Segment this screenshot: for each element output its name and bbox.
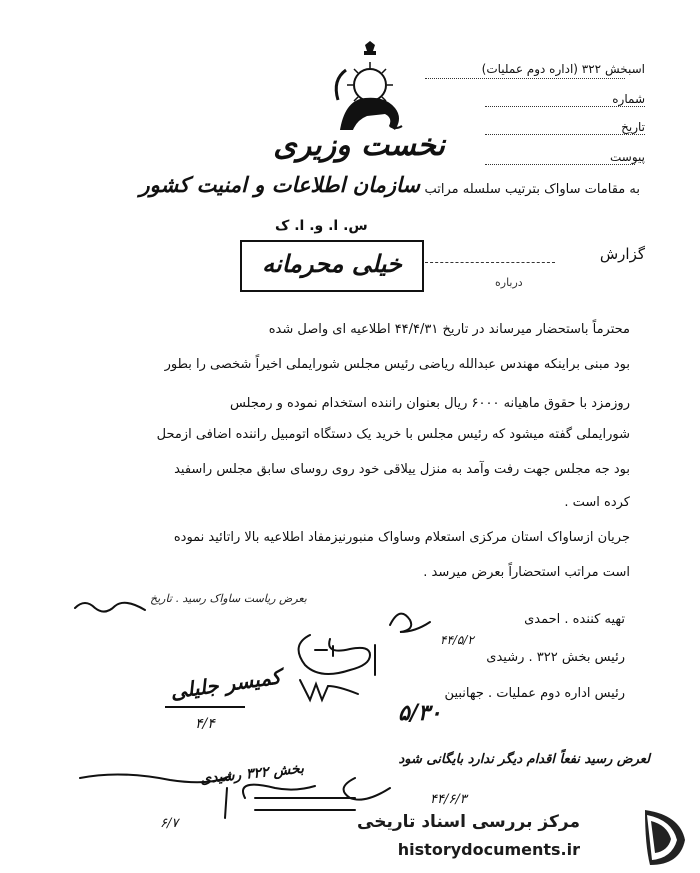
classification-stamp-text: خیلی محرمانه — [262, 249, 402, 278]
attachment-label: پیوست — [610, 150, 645, 164]
handwritten-note: بعرض ریاست ساواک رسید . تاریخ — [150, 592, 307, 605]
bottom-sign: بخش ۳۲۲ رشیدی — [199, 760, 305, 788]
prepared-by: تهیه کننده . احمدی — [524, 612, 625, 627]
subject-label: درباره — [495, 276, 523, 289]
section-line-underline — [425, 78, 625, 79]
routing-line: به مقامات ساواک بترتیب سلسله مراتب — [424, 182, 640, 197]
ministry-title: نخست وزیری — [273, 128, 445, 163]
date-field-line — [485, 134, 645, 135]
dept-head: رئیس اداره دوم عملیات . جهانبین — [444, 686, 625, 701]
body-line-1: محترماً باستحضار میرساند در تاریخ ۴۴/۴/۳۱ اطلاعیه ای واصل شده — [268, 322, 630, 337]
archive-website: historydocuments.ir — [397, 840, 580, 859]
report-label: گزارش — [599, 245, 645, 263]
report-label-line — [425, 262, 555, 263]
section-head: رئیس بخش ۳۲۲ . رشیدی — [486, 650, 625, 665]
body-line-2: بود مبنی براینکه مهندس عبدالله ریاضی رئیس مجلس شورایملی اخیراً شخصی را بطور — [164, 357, 630, 372]
margin-underline — [165, 706, 245, 708]
prepared-date: ۴۴/۵/۲ — [440, 633, 474, 647]
handwritten-signatures — [280, 605, 450, 715]
body-line-6: کرده است . — [564, 495, 630, 510]
bottom-date: ۴۴/۶/۳ — [430, 792, 467, 807]
bottom-left-mark: ۶/۷ — [160, 816, 179, 831]
number-label: شماره — [612, 92, 645, 106]
number-field-line — [485, 106, 645, 107]
dept-mark: ۵/۳۰ — [398, 700, 442, 726]
margin-date: ۴/۴ — [195, 716, 215, 732]
section-line: اسبخش ۳۲۲ (اداره دوم عملیات) — [481, 62, 645, 76]
archive-name: مرکز بررسی اسناد تاریخی — [357, 812, 580, 832]
date-label: تاریخ — [621, 120, 645, 134]
organization-name: سازمان اطلاعات و امنیت کشور — [139, 172, 420, 197]
lion-and-sun-emblem — [320, 40, 420, 140]
body-line-8: است مراتب استحضاراً بعرض میرسد . — [423, 565, 630, 580]
margin-note: کمیسر جلیلی — [168, 664, 283, 704]
classification-stamp — [240, 240, 424, 292]
body-line-5: بود جه مجلس جهت رفت وآمد به منزل ییلاقی خود روی روسای سابق مجلس راسفید — [174, 462, 630, 477]
bottom-note: لعرض رسید نفعاً اقدام دیگر ندارد بایگانی شود — [398, 752, 650, 767]
body-line-7: جریان ازساواک استان مرکزی استعلام وساواک منبورنیزمفاد اطلاعیه بالا راتائید نموده — [173, 530, 630, 545]
body-line-4: شورایملی گفته میشود که رئیس مجلس با خرید یک دستگاه اتومبیل راننده اضافی ازمحل — [156, 427, 630, 442]
organization-code: س. ا. و. ا. ک — [275, 218, 368, 234]
body-line-3: روزمزد با حقوق ماهیانه ۶۰۰۰ ریال بعنوان راننده استخدام نموده و رمجلس — [229, 396, 630, 411]
archive-logo — [585, 805, 695, 865]
note-signature — [70, 590, 150, 620]
attachment-field-line — [485, 164, 635, 165]
